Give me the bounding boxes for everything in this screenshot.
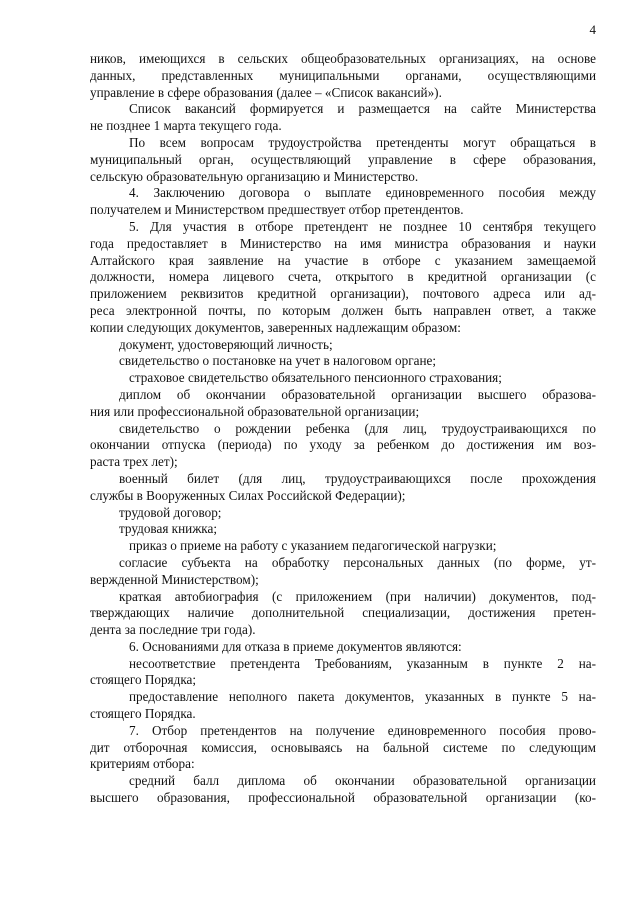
page-number: 4 (589, 22, 596, 37)
text-line: получателем и Министерством предшествует отбор претендентов. (90, 202, 464, 218)
document-body (90, 51, 596, 807)
text-line: стоящего Порядка. (90, 706, 196, 722)
text-line: Список вакансий формируется и размещается на сайте Министерства (129, 101, 596, 117)
list-item: средний балл диплома об окончании образовательной организации (129, 773, 596, 789)
text-line: года предоставляет в Министерство на имя министра образования и науки (90, 235, 596, 251)
list-item: диплом об окончании образовательной организации высшего образова- (119, 386, 596, 402)
text-line: копии следующих документов, заверенных надлежащим образом: (90, 319, 461, 335)
text-line: не позднее 1 марта текущего года. (90, 118, 282, 134)
text-line: тверждающих наличие дополнительной специализации, достижения претен- (90, 605, 596, 621)
text-line: муниципальный орган, осуществляющий управление в сфере образования, (90, 151, 596, 167)
list-item: страховое свидетельство обязательного пенсионного страхования; (129, 370, 502, 386)
text-line: ников, имеющихся в сельских общеобразовательных организациях, на основе (90, 51, 596, 66)
list-item: согласие субъекта на обработку персональных данных (по форме, ут- (119, 554, 596, 570)
list-item: трудовой договор; (119, 504, 222, 520)
text-line: критериям отбора: (90, 756, 195, 772)
text-line: сельскую образовательную организацию и Министерство. (90, 168, 419, 184)
list-item: свидетельство о рождении ребенка (для лиц, трудоустраивающихся по (119, 420, 596, 436)
text-line: окончании отпуска (периода) по уходу за ребенком до достижения им воз- (90, 437, 596, 453)
text-line: вержденной Министерством); (90, 571, 259, 587)
text-line: Алтайского края заявление на участие в отборе с указанием замещаемой (90, 252, 596, 268)
text-line: данных, представленных муниципальными органами, осуществляющими (90, 67, 596, 83)
list-item: военный билет (для лиц, трудоустраивающихся после прохождения (119, 470, 596, 486)
text-line: раста трех лет); (90, 454, 178, 470)
text-line: 5. Для участия в отборе претендент не позднее 10 сентября текущего (129, 218, 596, 234)
text-line: стоящего Порядка; (90, 672, 197, 688)
text-line: дента за последние три года). (90, 622, 256, 638)
list-item: несоответствие претендента Требованиям, указанным в пункте 2 на- (129, 655, 596, 671)
text-line: 4. Заключению договора о выплате единовременного пособия между (129, 185, 596, 201)
list-item: приказ о приеме на работу с указанием педагогической нагрузки; (129, 538, 497, 554)
text-line: высшего образования, профессиональной образовательной организации (ко- (90, 790, 596, 806)
text-line: приложением реквизитов кредитной организации), почтового адреса или ад- (90, 286, 596, 302)
text-line: ния или профессиональной образовательной организации; (90, 403, 420, 419)
list-item: краткая автобиография (с приложением (при наличии) документов, под- (119, 588, 596, 604)
list-item: документ, удостоверяющий личность; (119, 336, 333, 352)
text-line: реса электронной почты, по которым должен быть направлен ответ, а также (90, 302, 596, 318)
text-line: 7. Отбор претендентов на получение единовременного пособия прово- (129, 722, 596, 738)
text-line: 6. Основаниями для отказа в приеме документов являются: (129, 638, 462, 654)
list-item: предоставление неполного пакета документов, указанных в пункте 5 на- (129, 689, 596, 705)
text-line: должности, номера лицевого счета, открытого в кредитной организации (с (90, 269, 596, 285)
list-item: трудовая книжка; (119, 521, 218, 537)
text-line: По всем вопросам трудоустройства претенденты могут обращаться в (129, 134, 596, 150)
list-item: свидетельство о постановке на учет в налоговом органе; (119, 353, 437, 369)
text-line: дит отборочная комиссия, основываясь на бальной системе по следующим (90, 739, 596, 755)
text-line: службы в Вооруженных Силах Российской Федерации); (90, 487, 406, 503)
text-line: управление в сфере образования (далее – «Список вакансий»). (90, 84, 442, 100)
